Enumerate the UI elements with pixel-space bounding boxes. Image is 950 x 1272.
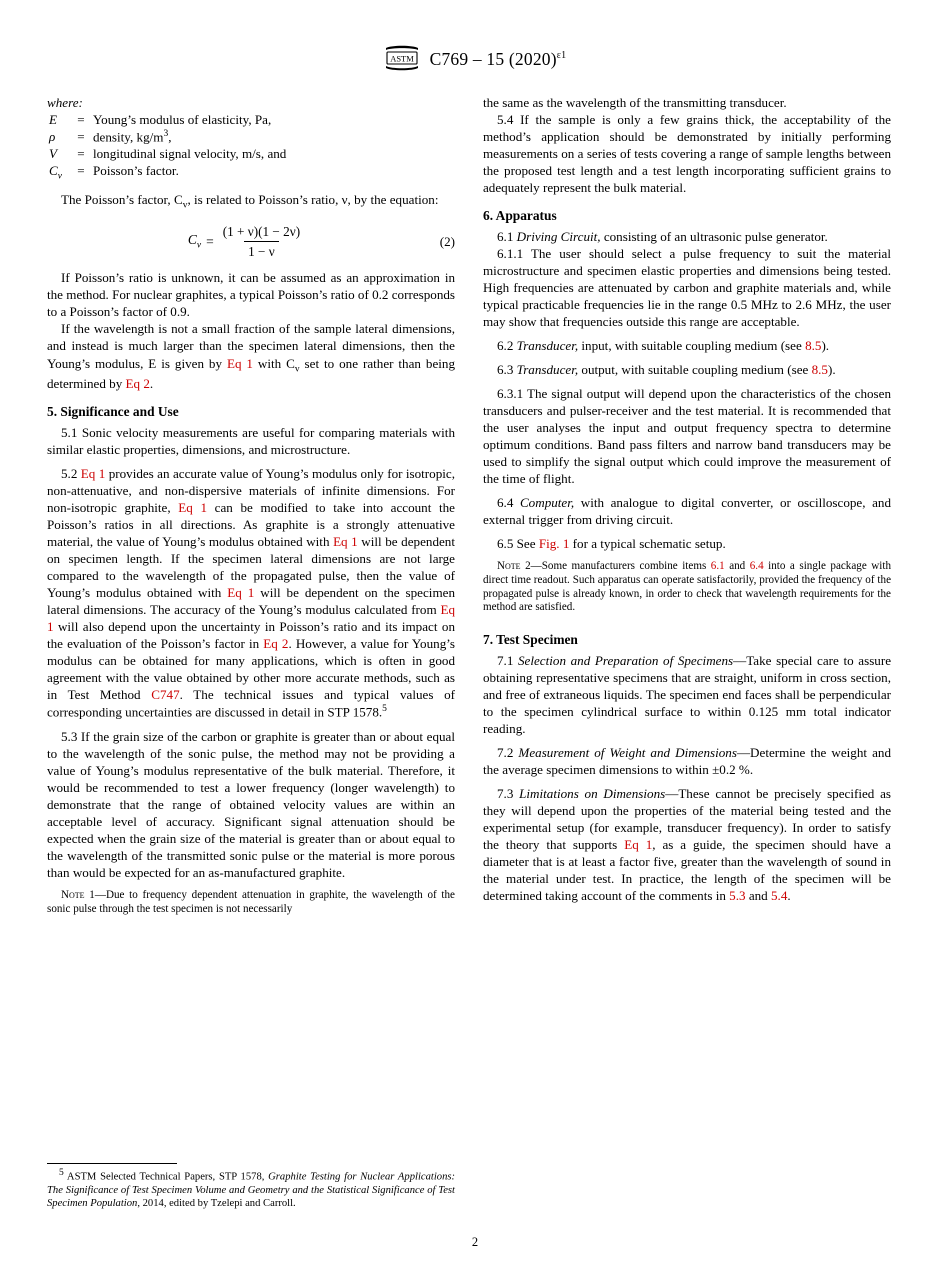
para-6-2-number: 6.2 (497, 337, 517, 353)
paragraph-6-3-1: 6.3.1 The signal output will depend upon the characteristics of the chosen transducers and pulser-receiver and the test material. It is recommended that the user analyses the input and output frequency spectra to determine optimum conditions. Band pass filters and narrow band transducers may be used to simplify the signal output which could improve the measurement of the time of flight. (483, 385, 891, 486)
equation-2 (47, 221, 455, 261)
page-number: 2 (471, 1235, 479, 1249)
paragraph-ratio-unknown: If Poisson’s ratio is unknown, it can be assumed as an approximation in the method. For nuclear graphites, a typical Poisson’s ratio of 0.2 corresponds to a Poisson’s factor of 0.9. (47, 270, 456, 320)
link-section-8-5[interactable]: 8.5 (805, 337, 822, 353)
para-7-3-dash: — (665, 785, 679, 801)
para-6-5-text: for a typical schematic setup. (569, 535, 726, 551)
link-section-6-1[interactable]: 6.1 (710, 559, 725, 572)
para-5-2-t6: . However, a value for Young’s modulus can be obtained for many applications, which is often in good agreement with the value obtained by other more accurate methods, such as in Test Method (47, 636, 455, 703)
link-eq-1[interactable]: Eq 1 (178, 499, 208, 515)
symbol-definition-list (49, 112, 290, 184)
section-heading-6: 6. Apparatus (483, 208, 557, 224)
para-wavelength-t3: set to one rather than being determined by (47, 355, 455, 392)
paragraph-7-3 (483, 785, 891, 904)
paragraph-wavelength (47, 320, 455, 392)
para-7-3-t3: and (745, 887, 771, 903)
left-column (47, 94, 455, 916)
symbol-V: V (49, 146, 57, 162)
symbol-rho: ρ (49, 129, 56, 145)
para-6-2-t1: input, with suitable coupling medium (see (578, 337, 806, 353)
footnote-5-title: Graphite Testing for Nuclear Applications: The Significance of Test Specimen Volume and Geometry and the Statistical Significance of Test Specimen Population (47, 1171, 456, 1209)
link-figure-1[interactable]: Fig. 1 (538, 535, 570, 551)
symbol-row (49, 129, 290, 146)
paragraph-5-3: 5.3 If the grain size of the carbon or graphite is greater than or about equal to the wavelength of the sonic pulse, the method may not be providing a value of Young’s modulus representative of the bulk material. Therefore, it would be recommended to test a lower frequency (longer wavelength) to demonstrate that the range of obtained velocity values are within an acceptable level of accuracy. Significant signal attenuation should be expected when the grain size of the material is greater than or about equal to the wavelength of the transmitted sonic pulse or the material is more porous than would be expected for an as-manufactured graphite. (47, 728, 455, 880)
para-5-2-t1: provides an accurate value of Young’s modulus only for isotropic, non-attenuative, and non-dispersive materials of infinite dimensions. For non-isotropic graphite, (47, 465, 455, 515)
symbol-equals: = (77, 112, 85, 128)
para-7-2-number: 7.2 (497, 744, 519, 760)
designation-superscript: ε1 (556, 49, 567, 61)
footnote-5-t2: , 2014, edited by Tzelepi and Carroll. (137, 1197, 296, 1209)
svg-text:ASTM: ASTM (389, 53, 414, 64)
equation-2-equals: = (206, 233, 214, 249)
para-wavelength-t1: If the wavelength is not a small fraction of the sample lateral dimensions, and instead is much larger than the specimen lateral dimensions, then the Young’s modulus, E is given by (47, 321, 455, 371)
paragraph-6-2 (483, 337, 891, 354)
para-6-3-t1: output, with suitable coupling medium (see (578, 361, 812, 377)
equation-2-number: (2) (439, 233, 455, 249)
para-7-2-term: Measurement of Weight and Dimensions (518, 744, 737, 760)
two-column-body (0, 80, 950, 916)
paragraph-7-2 (483, 744, 891, 778)
para-wavelength-t4: . (149, 376, 154, 392)
note-2-t2: and (724, 559, 750, 572)
note-2-label: Note 2 (497, 559, 531, 572)
note-1 (47, 889, 455, 917)
page-header (0, 0, 950, 80)
where-label: where: (47, 95, 83, 110)
symbol-E-definition: Young’s modulus of elasticity, Pa, (93, 112, 272, 128)
para-5-2-t2: can be modified to take into account the Poisson’s ratios in all directions. As graphite is a strongly attenuative material, the value of Young’s modulus obtained with (47, 499, 455, 549)
astm-logo-icon (384, 44, 420, 74)
note-2-dash: — (530, 559, 542, 572)
footnote-divider (47, 1163, 177, 1164)
designation-text: C769 – 15 (2020) (429, 48, 557, 69)
para-5-2-t7: . The technical issues and typical values of corresponding uncertainties are discussed in detail in STP 1578. (47, 687, 455, 720)
para-7-2-dash: — (736, 744, 751, 760)
link-eq-1[interactable]: Eq 1 (333, 533, 358, 549)
para-6-3-term: Transducer, (516, 361, 579, 377)
paragraph-poisson-intro: The Poisson’s factor, $C_v$, is related to Poisson’s ratio, ν, by the equation: (61, 192, 439, 212)
link-eq-1[interactable]: Eq 1 (624, 836, 653, 852)
link-eq-1[interactable]: Eq 1 (226, 355, 253, 371)
symbol-E: E (49, 112, 57, 128)
link-eq-1[interactable]: Eq 1 (227, 585, 255, 601)
symbol-equals: = (77, 129, 85, 145)
note-2-t3: into a single package with direct time readout. Such apparatus can operate satisfactorily, provided the frequency of the propagated pulse is already known, in order to check that wavelength requirements for the method are satisfied. (483, 559, 891, 614)
para-5-2-t5: will also depend upon the uncertainty in Poisson’s ratio and its impact on the evaluation of the Poisson’s factor in (47, 619, 455, 652)
para-6-1-text: consisting of an ultrasonic pulse generator. (600, 228, 828, 244)
para-6-4-number: 6.4 (497, 494, 520, 510)
para-wavelength-t2: with C (252, 355, 295, 371)
para-6-2-t2: ). (821, 337, 830, 353)
para-5-2-t3: will be dependent on specimen length. If the specimen lateral dimensions are not large compared to the wavelength of the propagated pulse, then the value of Young’s modulus obtained with (47, 533, 455, 601)
note-1-text: Due to frequency dependent attenuation in graphite, the wavelength of the sonic pulse through the test specimen is not necessarily (47, 888, 455, 915)
paragraph-6-3 (483, 361, 891, 378)
document-designation (430, 49, 567, 70)
para-5-2-t4: will be dependent on the specimen lateral dimensions. The accuracy of the Young’s modulus calculated from (47, 585, 455, 618)
para-6-1-term: Driving Circuit, (516, 228, 601, 244)
link-section-6-4[interactable]: 6.4 (749, 559, 764, 572)
right-column (483, 94, 891, 916)
section-heading-5: 5. Significance and Use (47, 404, 179, 420)
note-2-t1: Some manufacturers combine items (541, 559, 711, 572)
symbol-row (49, 163, 290, 184)
symbol-rho-definition: density, $kg/m^3$, (93, 128, 172, 145)
link-eq-1[interactable]: Eq 1 (47, 602, 455, 635)
link-eq-2[interactable]: Eq 2 (263, 636, 289, 652)
para-6-2-term: Transducer, (516, 337, 579, 353)
symbol-equals: = (77, 163, 85, 179)
para-7-3-t1: These cannot be precisely specified as they will depend upon the properties of the material being tested and the experimental setup (for example, transducer frequency). In order to satisfy the theory that supports (483, 785, 892, 852)
link-eq-2[interactable]: Eq 2 (125, 376, 150, 392)
note-2 (483, 560, 891, 615)
symbol-Cv: $C_v$ (49, 163, 62, 182)
footnote-5-t1: ASTM Selected Technical Papers, STP 1578, (63, 1171, 269, 1183)
link-test-method-c747[interactable]: C747 (151, 687, 180, 703)
para-6-5-number: 6.5 See (497, 535, 539, 551)
paragraph-5-1: 5.1 Sonic velocity measurements are useful for comparing materials with similar elastic properties, dimensions, and microstructure. (47, 424, 455, 457)
paragraph-6-4 (483, 494, 891, 528)
paragraph-5-4: 5.4 If the sample is only a few grains thick, the acceptability of the method’s application should be demonstrated by initially performing measurements on a series of tests covering a range of sample lengths between the proposed test length and a test length incorporating sufficient grains to adequately represent the bulk material. (483, 112, 891, 196)
symbol-equals: = (77, 146, 85, 162)
paragraph-5-2 (47, 465, 455, 721)
para-6-4-term: Computer, (519, 494, 575, 510)
footnote-area (47, 1163, 455, 1210)
symbol-row (49, 112, 290, 129)
symbol-row (49, 146, 290, 163)
para-5-2-number: 5.2 (61, 465, 81, 481)
footnote-5-marker: 5 (59, 1167, 64, 1178)
paragraph-continued: the same as the wavelength of the transmitting transducer. (483, 95, 787, 110)
equation-2-denominator: 1 − ν (244, 241, 279, 260)
symbol-V-definition: longitudinal signal velocity, m/s, and (93, 146, 287, 162)
para-6-4-text: with analogue to digital converter, or oscilloscope, and external trigger from driving circuit. (483, 494, 891, 527)
para-7-1-text: Take special care to assure obtaining representative specimens that are straight, uniform in cross section, and free of extraneous liquids. The specimen end faces shall be perpendicular to the specimen cylindrical surface to within 0.125 mm total indicator reading. (483, 652, 892, 736)
para-7-1-dash: — (733, 652, 747, 668)
equation-2-lhs: $C_v$ (187, 231, 202, 251)
paragraph-6-1-1: 6.1.1 The user should select a pulse frequency to suit the material microstructure and specimen elastic properties and dimensions being tested. High frequencies are attenuated by carbon and graphite materials and, while typical practicable frequencies lie in the range 0.5 MHz to 2.6 MHz, the user may show that frequencies outside this range are acceptable. (483, 245, 891, 329)
footnote-marker-5: 5 (382, 704, 387, 715)
para-7-3-number: 7.3 (497, 785, 520, 801)
para-7-1-number: 7.1 (497, 652, 518, 668)
symbol-Cv-definition: Poisson’s factor. (93, 163, 179, 179)
equation-2-body (188, 223, 304, 260)
para-7-1-term: Selection and Preparation of Specimens (518, 652, 734, 668)
paragraph-6-5 (483, 535, 891, 552)
section-heading-7: 7. Test Specimen (483, 632, 578, 648)
para-6-3-number: 6.3 (497, 361, 517, 377)
equation-2-fraction (219, 223, 304, 260)
note-1-dash: — (94, 888, 106, 901)
para-6-3-t2: ). (827, 361, 836, 377)
equation-2-numerator: (1 + ν)(1 − 2ν) (222, 223, 301, 239)
para-6-1-number: 6.1 (497, 228, 517, 244)
paragraph-7-1 (483, 652, 891, 737)
footnote-5 (47, 1168, 455, 1210)
link-section-8-5[interactable]: 8.5 (811, 361, 828, 377)
para-7-3-t2: , as a guide, the specimen should have a diameter that is at least a factor five, greater than the wavelength of sound in the material under test. In practice, the length of the specimen will be determined taking account of the comments in (483, 836, 891, 903)
para-7-3-term: Limitations on Dimensions (519, 785, 666, 801)
note-1-label: Note 1 (61, 888, 95, 901)
link-section-5-4[interactable]: 5.4 (771, 887, 788, 903)
paragraph-6-1 (483, 228, 891, 245)
para-7-3-t4: . (787, 887, 791, 903)
link-eq-1[interactable]: Eq 1 (80, 465, 106, 481)
link-section-5-3[interactable]: 5.3 (729, 887, 746, 903)
para-7-2-text: Determine the weight and the average specimen dimensions to within ±0.2 %. (483, 744, 891, 777)
para-wavelength-subscript: v (294, 364, 300, 375)
